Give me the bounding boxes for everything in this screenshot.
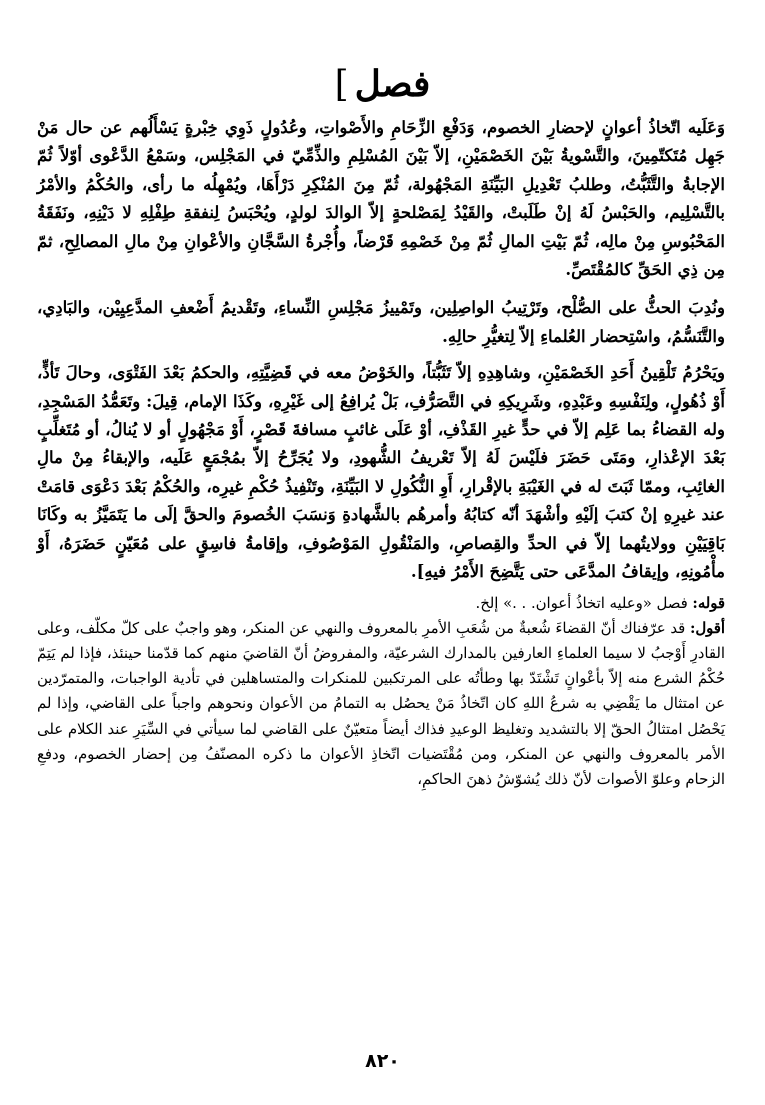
matn-paragraph-3: ويَحْرُمُ تَلْقِينُ أَحَدِ الخَصْمَيْنِ، وشاهِدِهِ إلاّ تَثَبُّتاً، والخَوْضُ معه في قَضِيَّتِهِ، والحكمُ بَعْدَ الفَتْوَى، وحالَ تَأذٍّ، أَوْ ذُهُولٍ، ولِنَفْسِهِ وعَبْدِهِ، وشَرِيكِهِ في التَّصَرُّفِ، بَلْ يُرافِعُ إلى غَيْرِهِ، وكَذَا الإمام، قِيلَ: وتَعَمُّدُ المَسْجِدِ، وله القضاءُ بما عَلِم إلاّ في حدٍّ غيرِ القَذْفِ، أوْ عَلَى غائبٍ مسافةَ قَصْرٍ، أَوْ مَجْهُولٍ أو لا يُنالُ، أو مُتَغلِّبٍ بَعْدَ الإعْذارِ، ومَتَى حَضَرَ فلَيْسَ لَهُ إلاّ تَعْريفُ الشُّهودِ، ولا يُجَرِّحُ إلاّ بمُجْمَعٍ عَلَيه، والإبقاءُ مِنْ مالِ الغائِبِ، وممّا ثَبَتَ له في الغَيْبَةِ بالإقْرارِ، أَوِ النُّكُولِ لا البَيِّنَةِ، وتَنْفِيذُ حُكْمِ غيرِه، والحُكْمُ بَعْدَ دَعْوَى قامَتْ عند غيرِهِ إنْ كتبَ إلَيْهِ وأشْهَدَ أنّه كتابُهُ وأمرهُم بالشَّهادةِ وَنسَبَ الخُصومَ والحقَّ إلَى ما يَتَمَيَّزُ به وكَانَا بَاقِيَيْنِ وولايتُهما إلاّ في الحدِّ والقِصاصِ، والمَنْقُولِ المَوْصُوفِ، وإقامةُ فاسِقٍ على مُعَيّنٍ حَضَرَهُ، أَوْ مأْمُونِهِ، وإيقافُ المدَّعَى حتى يَتَّضِحَ الأَمْرُ فيهِ].: [37, 363, 725, 582]
page-number: ٨٢٠: [365, 1050, 400, 1072]
commentary-paragraph: [37, 616, 725, 792]
matn-paragraph-2: ونُدِبَ الحثُّ على الصُّلْح، وتَرْتِيبُ الواصِلِين، وتَمْييزُ مَجْلِسِ النِّساءِ، وتَقْديمُ أَضْعفِ المدَّعِيِيْن، والبَادِي، والتَّنَسُّمُ، واسْتِحضار العُلماءِ إلاّ لِتغيُّرِ حالِهِ.: [37, 298, 725, 346]
section-heading: [0, 62, 765, 107]
aqulu-text: قد عرّفناك أنّ القضاءَ شُعبةٌ من شُعَبِ الأمرِ بالمعروف والنهي عن المنكر، وهو واجبٌ على كلّ مكلّف، وعلى القادرِ أَوْجبُ لا سيما العلماءِ العارفين بالمدارك الشرعيّة، والمفروضُ أنّ القاضيَ منهم كما قدّمنا حينئذ، فإذا لم يَتِمّ حُكْمُ الشرع منه إلاّ بأعْوانٍ تَشْتَدّ بها وطأتُه على المرتكبين للمنكرات والمتساهلين في تأدية الواجبات، والمتمرّدين عن امتثال ما يَقْضِي به شرعُ اللهِ كان اتّخاذُ مَنْ يحصُل به التمامُ من الأعوان ونحوهم واجباً على القاضي، وإذا لم يَحْصُل امتثالُ الحقّ إلا بالتشديد وتغليظ الوعيدِ فذاك أيضاً متعيّنٌ على القاضي لما سيأتي في السِّيَرِ عند الكلام على الأمر بالمعروف والنهي عن المنكر، ومن مُقْتَضيات اتّخاذِ الأعوان ما ذكره المصنّفُ مِن إحضار الخصوم، ودفعِ الزحام وعلوّ الأصوات لأنّ ذلك يُشوّشُ ذهنَ الحاكمِ،: [37, 619, 725, 788]
aqulu-label: أقول:: [689, 619, 725, 637]
matn-paragraph-1: وَعَلَيه اتّخاذُ أعوانٍ لإحضارِ الخصوم، وَدَفْعِ الزِّحَامِ والأَصْواتِ، وعُدُولٍ ذَوِي خِبْرةٍ يَسْأَلُهم عن حال مَنْ جَهِل مُتَكتّمِينَ، والتَّسْويةُ بَيْنَ الخَصْمَيْنِ، إلاّ بَيْنَ المُسْلِمِ والذِّمِّيّ في المَجْلِس، وسَمْعُ الدَّعْوى أوّلاً ثُمّ الإجابةُ والتَّثَبُّتُ، وطلبُ تَعْدِيلِ البَيِّنَةِ المَجْهُولة، ثُمّ مِنَ المُنْكِرِ دَرْأَهَا، ويُمْهِلُه ما رأى، والحُكْمُ والأمْرُ بالتَّسْلِيم، والحَبْسُ لَهُ إنْ طَلَبتْ، والقَيْدُ لِمَصْلحةٍ إلاّ الوالدَ لولدٍ، ويُحْبَسُ لِنفقةِ طِفْلِهِ لا دَيْنِهِ، ونَفَقَةُ المَحْبُوسِ مِنْ مالِه، ثُمّ بَيْتِ المالِ ثُمّ مِنْ خَصْمِهِ قَرْضاً، وأُجْرةُ السَّجَّانِ والأعْوانِ مِنْ مالِ المصالِحِ، ثمّ مِن ذِي الحَقِّ كالمُقْتَصِّ.: [37, 118, 725, 280]
heading-bracket: ]: [334, 64, 349, 105]
page-body: [37, 114, 725, 792]
commentary-quote-line: [37, 591, 725, 616]
qawluhu-text: فصل «وعليه اتخاذُ أعوان. . .» إلخ.: [475, 594, 688, 612]
heading-text: فصل: [354, 63, 431, 105]
qawluhu-label: قوله:: [692, 594, 725, 612]
